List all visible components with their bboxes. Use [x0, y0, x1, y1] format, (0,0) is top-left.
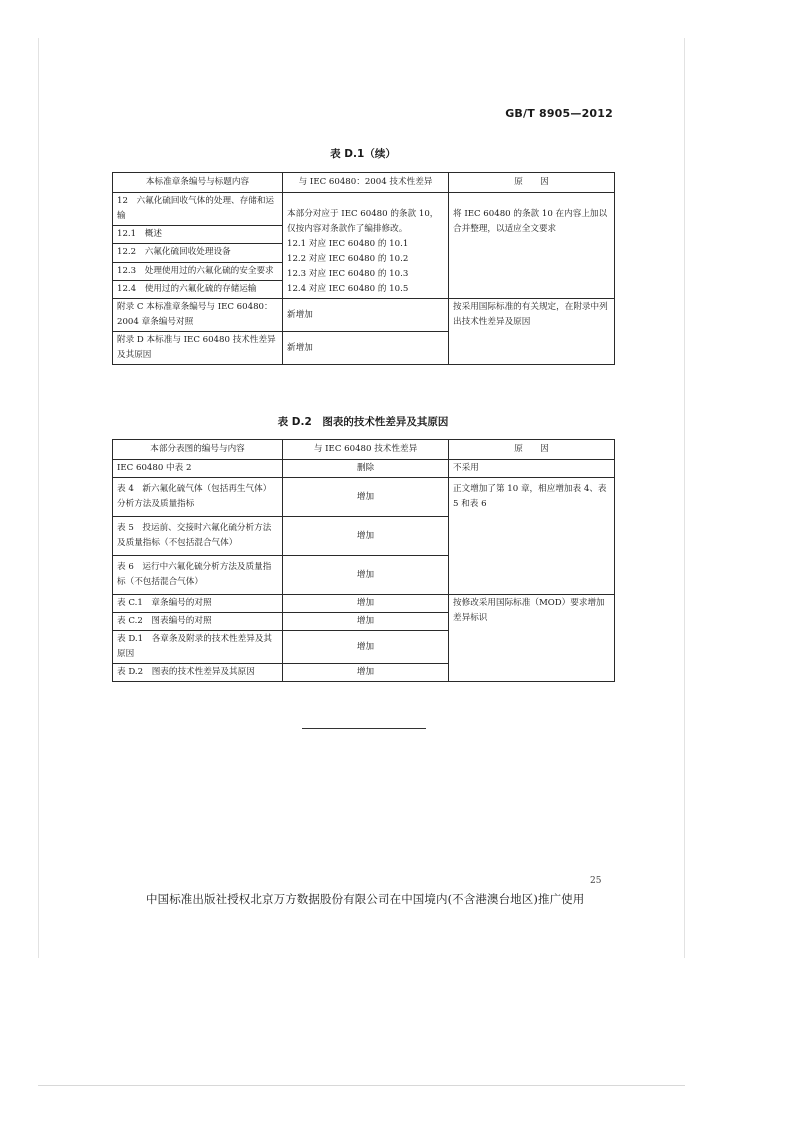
diff-cell: 增加: [283, 556, 449, 595]
diff-cell: 增加: [283, 517, 449, 556]
content-cell: 表 C.1 章条编号的对照: [113, 595, 283, 613]
clause-cell: 附录 D 本标准与 IEC 60480 技术性差异及其原因: [113, 332, 283, 365]
table-row: [113, 478, 615, 517]
license-footer: 中国标准出版社授权北京万方数据股份有限公司在中国境内(不含港澳台地区)推广使用: [146, 892, 585, 906]
clause-cell: 12.2 六氟化硫回收处理设备: [113, 244, 283, 262]
page-number: 25: [590, 876, 602, 886]
reason-cell: 将 IEC 60480 的条款 10 在内容上加以合并整理，以适应全文要求: [449, 193, 615, 299]
content-cell: IEC 60480 中表 2: [113, 460, 283, 478]
column-header: 与 IEC 60480：2004 技术性差异: [283, 173, 449, 193]
page-left-border: [38, 38, 39, 958]
diff-cell: 新增加: [283, 299, 449, 332]
table-header-row: [113, 440, 615, 460]
page-bottom-border: [38, 1085, 685, 1086]
clause-cell: 12.4 使用过的六氟化硫的存储运输: [113, 280, 283, 298]
content-cell: 表 6 运行中六氟化硫分析方法及质量指标（不包括混合气体）: [113, 556, 283, 595]
column-header: 与 IEC 60480 技术性差异: [283, 440, 449, 460]
table-d2-caption: 表 D.2 图表的技术性差异及其原因: [277, 416, 449, 428]
diff-cell: 新增加: [283, 332, 449, 365]
content-cell: 表 D.2 图表的技术性差异及其原因: [113, 664, 283, 682]
column-header: 原 因: [449, 173, 615, 193]
content-cell: 表 4 新六氟化硫气体（包括再生气体）分析方法及质量指标: [113, 478, 283, 517]
content-cell: 表 D.1 各章条及附录的技术性差异及其原因: [113, 631, 283, 664]
diff-cell: 删除: [283, 460, 449, 478]
column-header: 原 因: [449, 440, 615, 460]
diff-cell: 增加: [283, 478, 449, 517]
reason-cell: 按采用国际标准的有关规定，在附录中列出技术性差异及原因: [449, 299, 615, 365]
table-row: [113, 299, 615, 332]
clause-cell: 12.1 概述: [113, 226, 283, 244]
reason-cell: 不采用: [449, 460, 615, 478]
table-d1: [112, 172, 615, 365]
diff-cell: 增加: [283, 631, 449, 664]
standard-code: GB/T 8905—2012: [505, 107, 613, 120]
reason-cell: 按修改采用国际标准（MOD）要求增加差异标识: [449, 595, 615, 682]
clause-cell: 附录 C 本标准章条编号与 IEC 60480：2004 章条编号对照: [113, 299, 283, 332]
table-header-row: [113, 173, 615, 193]
diff-cell: 增加: [283, 595, 449, 613]
table-d2: [112, 439, 615, 682]
clause-cell: 12 六氟化硫回收气体的处理、存储和运输: [113, 193, 283, 226]
diff-cell: 本部分对应于 IEC 60480 的条款 10，仅按内容对条款作了编排修改。 12.1 对应 IEC 60480 的 10.1 12.2 对应 IEC 60480 的 10.2 12.3 对应 IEC 60480 的 10.3 12.4 对应 IEC 60480 的 10.5: [283, 193, 449, 299]
diff-cell: 增加: [283, 613, 449, 631]
end-of-text-rule: [302, 728, 426, 729]
diff-cell: 增加: [283, 664, 449, 682]
column-header: 本标准章条编号与标题内容: [113, 173, 283, 193]
clause-cell: 12.3 处理使用过的六氟化硫的安全要求: [113, 262, 283, 280]
table-d1-caption: 表 D.1（续）: [330, 148, 396, 160]
reason-cell: 正文增加了第 10 章，相应增加表 4、表 5 和表 6: [449, 478, 615, 595]
table-row: [113, 460, 615, 478]
column-header: 本部分表图的编号与内容: [113, 440, 283, 460]
content-cell: 表 C.2 图表编号的对照: [113, 613, 283, 631]
table-row: [113, 595, 615, 613]
content-cell: 表 5 投运前、交接时六氟化硫分析方法及质量指标（不包括混合气体）: [113, 517, 283, 556]
page-right-border: [684, 38, 685, 958]
table-row: [113, 193, 615, 226]
